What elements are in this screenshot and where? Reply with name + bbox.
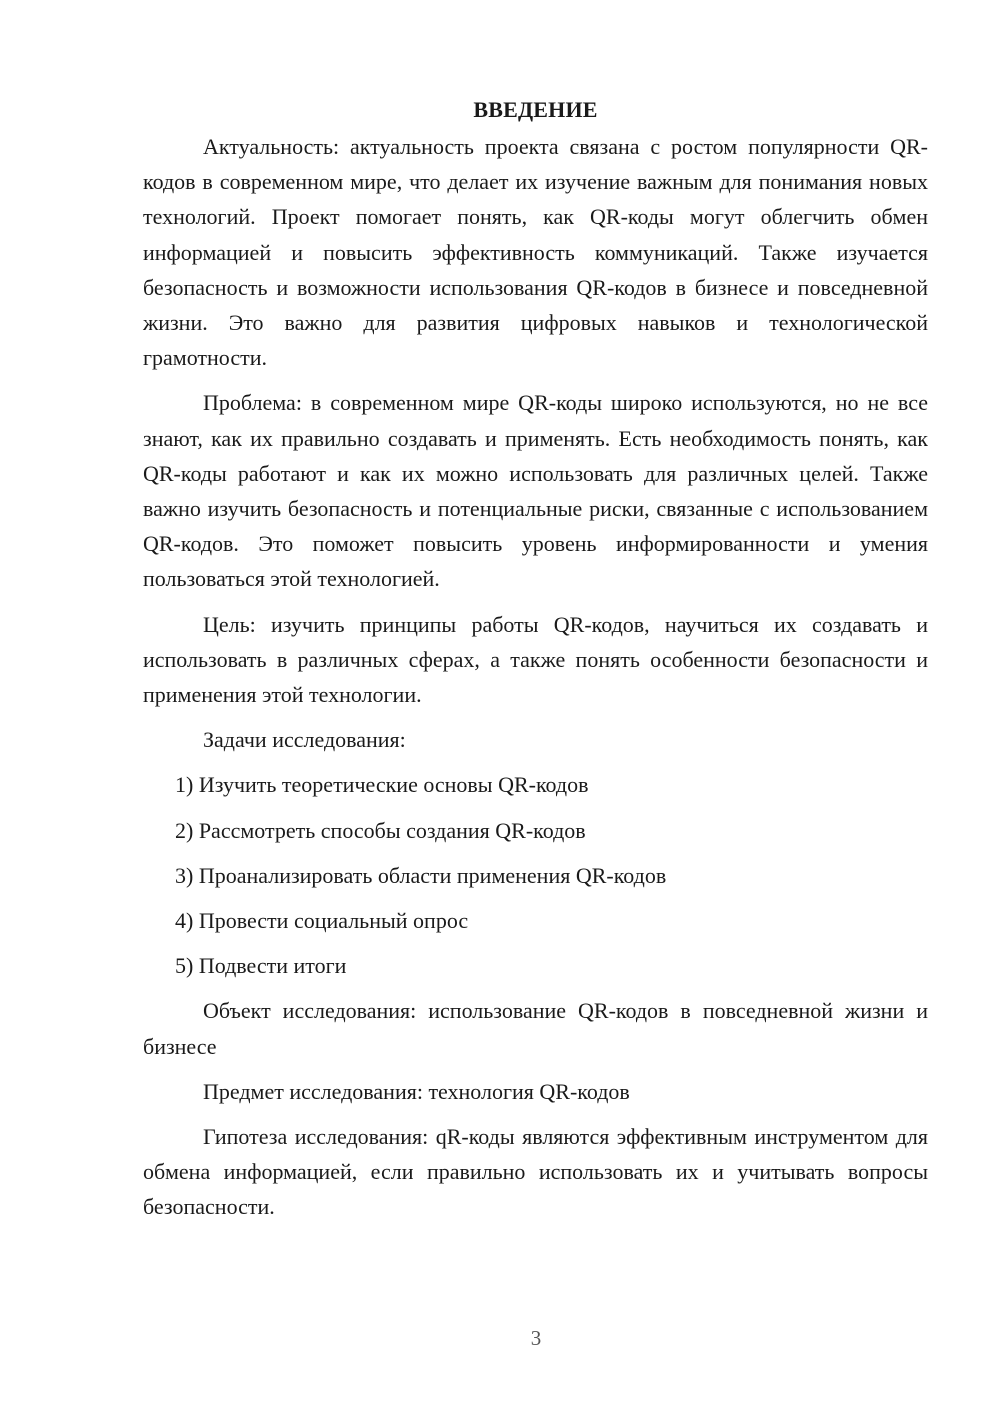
page-number: 3 — [530, 1326, 542, 1350]
object-paragraph: Объект исследования: использование QR-кодов в повседневной жизни и бизнесе — [143, 998, 928, 1059]
tasks-heading: Задачи исследования: — [203, 727, 406, 753]
goal-paragraph: Цель: изучить принципы работы QR-кодов, научиться их создавать и использовать в различных сферах, а также понять особенности безопасности и применения этой технологии. — [143, 611, 928, 708]
page-content — [143, 92, 928, 1235]
hypothesis-paragraph: Гипотеза исследования: qR-коды являются эффективным инструментом для обмена информацией, если правильно использовать их и учитывать вопросы безопасности. — [143, 1124, 928, 1220]
task-item: 4) Провести социальный опрос — [175, 908, 469, 934]
relevance-paragraph: Актуальность: актуальность проекта связана с ростом популярности QR-кодов в современном мире, что делает их изучение важным для понимания новых технологий. Проект помогает понять, как QR-коды могут облегчить обмен информацией и повысить эффективность коммуникаций. Также изучается безопасность и возможности использования QR-кодов в бизнесе и повседневной жизни. Это важно для развития цифровых навыков и технологической грамотности. — [143, 134, 928, 371]
task-item: 5) Подвести итоги — [175, 953, 347, 979]
task-item: 2) Рассмотреть способы создания QR-кодов — [175, 817, 586, 843]
problem-paragraph: Проблема: в современном мире QR-коды широко используются, но не все знают, как их правильно создавать и применять. Есть необходимость понять, как QR-коды работают и как их можно использовать для различных целей. Также важно изучить безопасность и потенциальные риски, связанные с использованием QR-кодов. Это поможет повысить уровень информированности и умения пользоваться этой технологией. — [143, 390, 928, 592]
task-item: 1) Изучить теоретические основы QR-кодов — [175, 772, 589, 798]
task-item: 3) Проанализировать области применения QR-кодов — [175, 862, 667, 888]
subject-paragraph: Предмет исследования: технология QR-кодов — [203, 1078, 630, 1104]
section-title: ВВЕДЕНИЕ — [473, 97, 598, 122]
